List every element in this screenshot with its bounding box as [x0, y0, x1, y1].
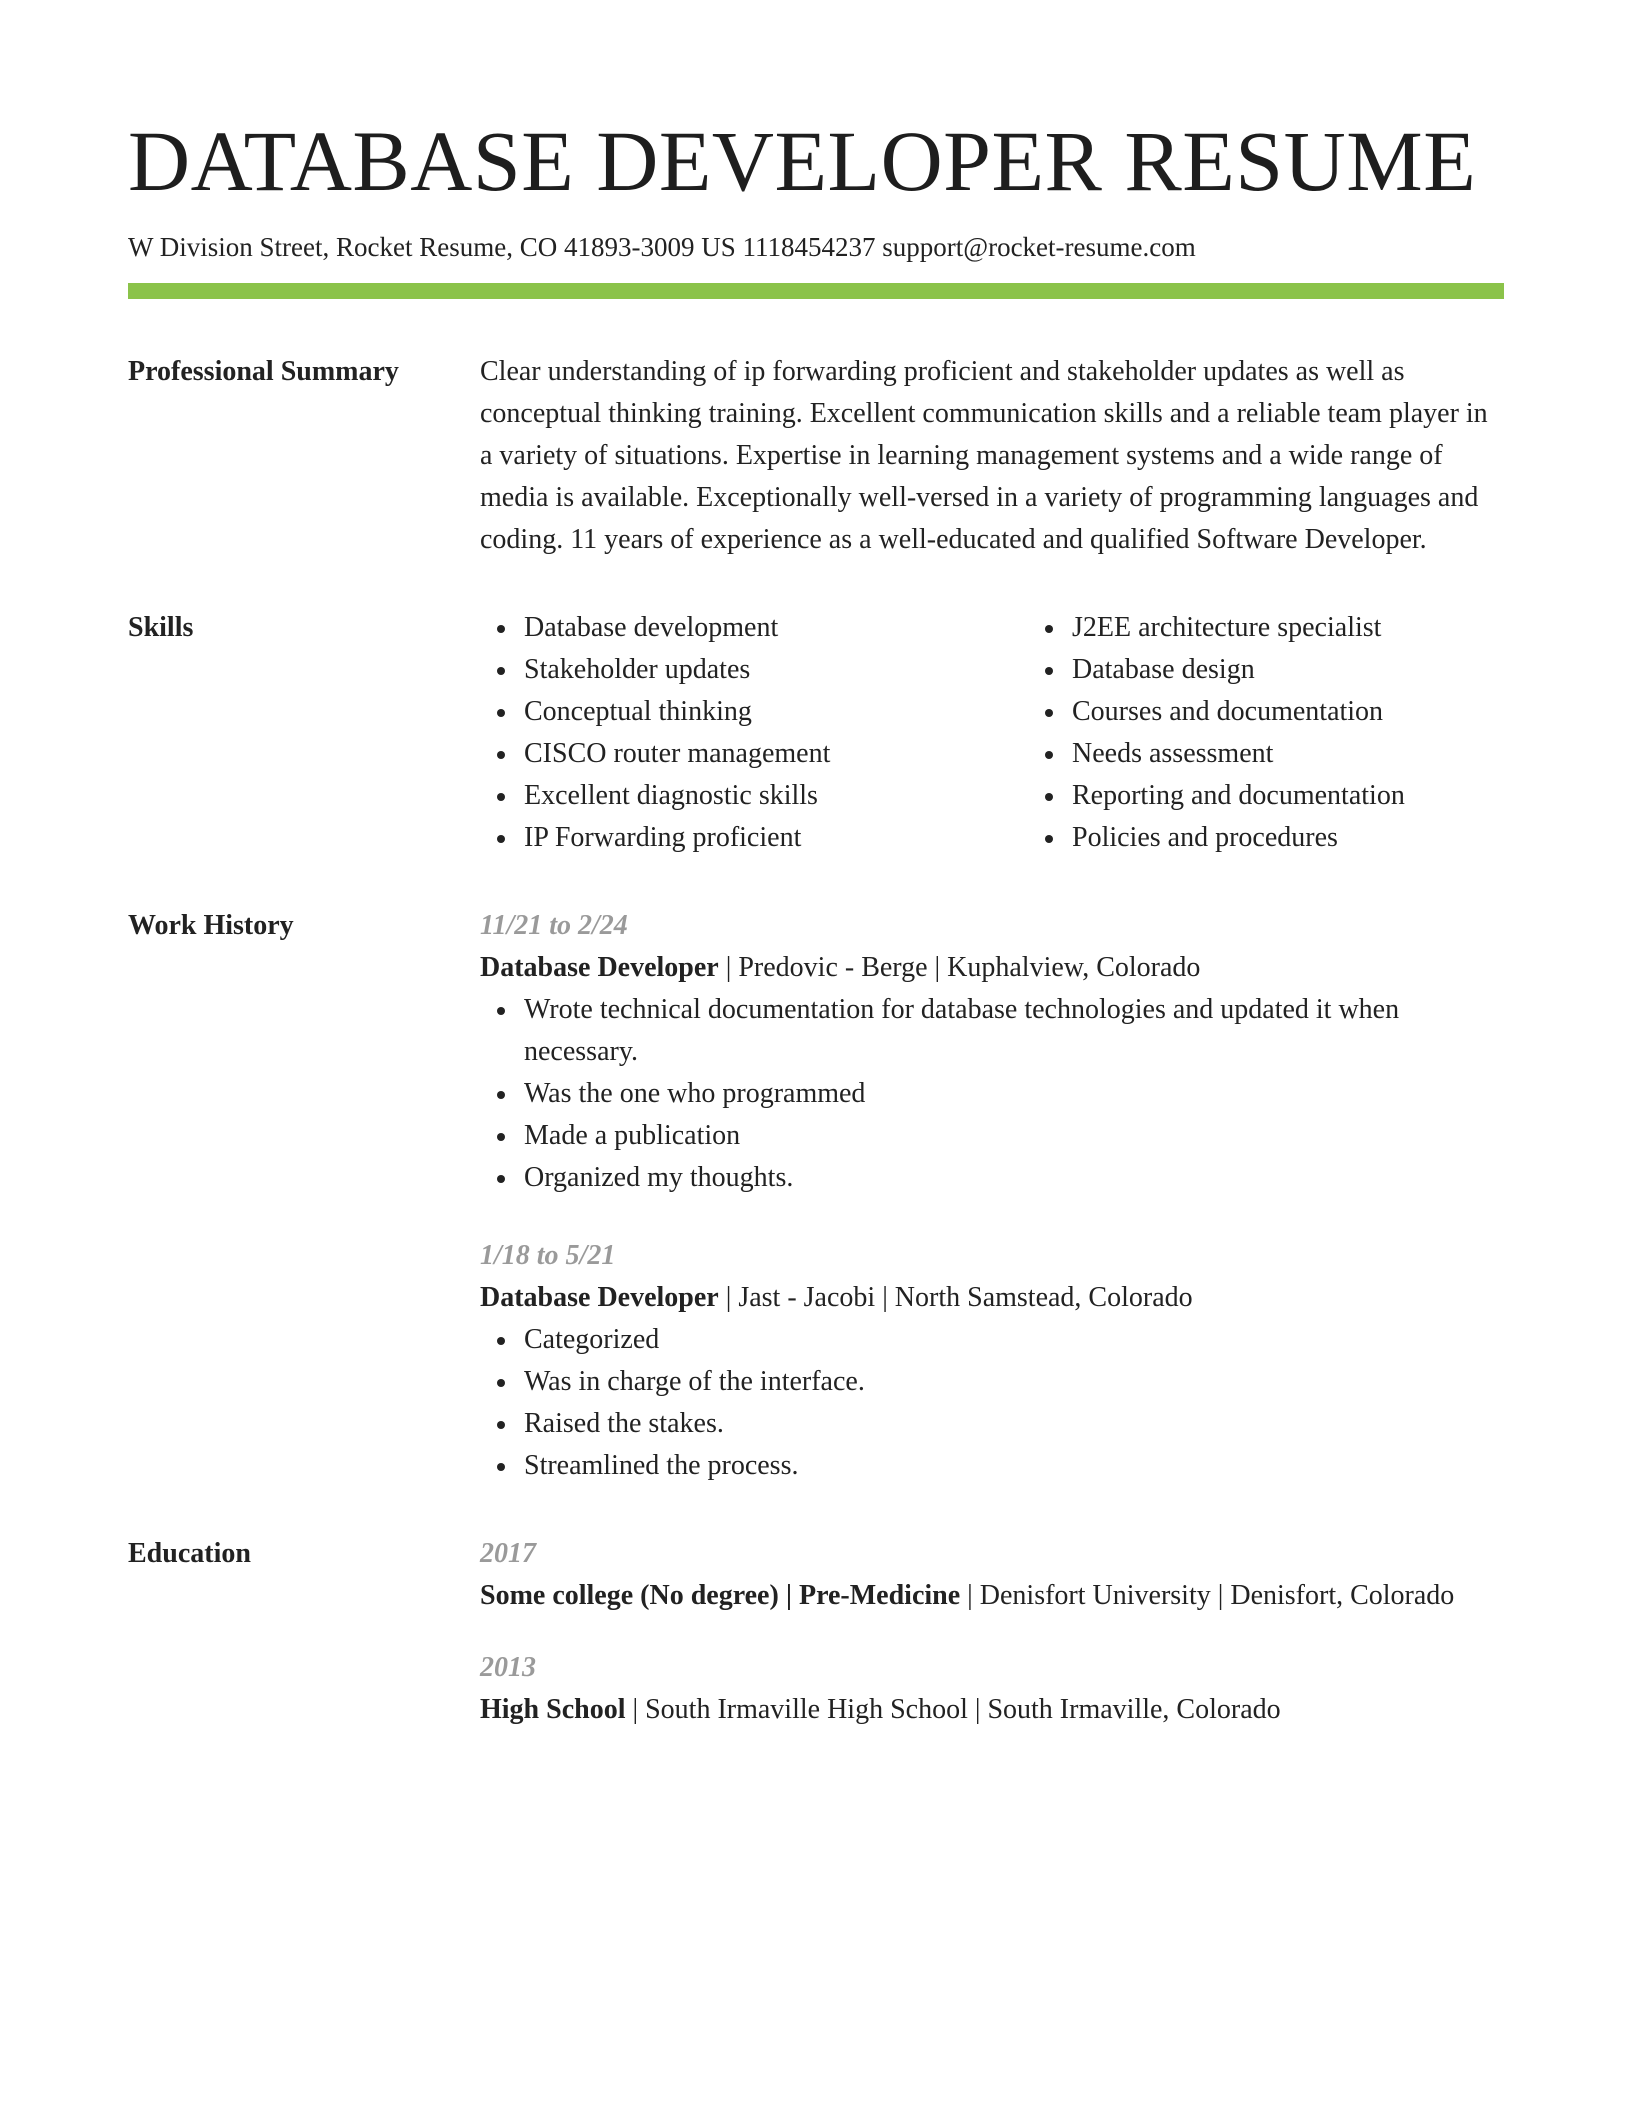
accent-divider [128, 283, 1504, 299]
education-year: 2013 [480, 1652, 536, 1684]
skill-item: J2EE architecture specialist [1072, 607, 1576, 649]
skills-section [128, 607, 1504, 859]
education-heading [480, 1575, 1504, 1617]
skill-item: CISCO router management [524, 733, 1028, 775]
education-section [128, 1533, 1504, 1731]
skill-item: Database development [524, 607, 1028, 649]
education-degree: Some college (No degree) | Pre-Medicine [480, 1580, 961, 1612]
job-bullet: Was the one who programmed [524, 1073, 1504, 1115]
skill-item: Excellent diagnostic skills [524, 775, 1028, 817]
job-heading [480, 1277, 1504, 1319]
job-employer: | Jast - Jacobi | North Samstead, Colorado [718, 1282, 1193, 1314]
work-history-section [128, 905, 1504, 1487]
skill-item: Needs assessment [1072, 733, 1576, 775]
section-label: Professional Summary [128, 356, 399, 388]
job-bullets [480, 989, 1504, 1199]
skills-list-right [1028, 607, 1576, 859]
job-dates: 11/21 to 2/24 [480, 910, 628, 942]
job-bullet: Categorized [524, 1319, 1504, 1361]
education-entry [480, 1647, 1504, 1731]
job-bullet: Made a publication [524, 1115, 1504, 1157]
section-label: Work History [128, 910, 294, 942]
resume-title: DATABASE DEVELOPER RESUME [128, 113, 1477, 209]
summary-section [128, 351, 1504, 561]
education-entry [480, 1533, 1504, 1617]
education-school: | South Irmaville High School | South Irmaville, Colorado [625, 1694, 1281, 1726]
skill-item: Database design [1072, 649, 1576, 691]
section-label: Skills [128, 612, 194, 644]
job-title: Database Developer [480, 952, 719, 984]
job-entry [480, 1235, 1504, 1487]
job-bullet: Organized my thoughts. [524, 1157, 1504, 1199]
contact-line: W Division Street, Rocket Resume, CO 41893-3009 US 1118454237 support@rocket-resume.com [128, 232, 1196, 262]
education-school: | Denisfort University | Denisfort, Colorado [960, 1580, 1455, 1612]
skill-item: Policies and procedures [1072, 817, 1576, 859]
skill-item: IP Forwarding proficient [524, 817, 1028, 859]
job-heading [480, 947, 1504, 989]
job-title: Database Developer [480, 1282, 719, 1314]
summary-text: Clear understanding of ip forwarding proficient and stakeholder updates as well as conceptual thinking training. Excellent communication skills and a reliable team player in a variety of situations. Expertise in learning management systems and a wide range of media is available. Exceptionally well-versed in a variety of programming languages and coding. 11 years of experience as a well-educated and qualified Software Developer. [480, 356, 1488, 556]
skill-item: Courses and documentation [1072, 691, 1576, 733]
education-degree: High School [480, 1694, 626, 1726]
education-year: 2017 [480, 1538, 536, 1570]
job-employer: | Predovic - Berge | Kuphalview, Colorado [718, 952, 1201, 984]
job-bullet: Was in charge of the interface. [524, 1361, 1504, 1403]
skill-item: Stakeholder updates [524, 649, 1028, 691]
job-entry [480, 905, 1504, 1199]
job-bullet: Streamlined the process. [524, 1445, 1504, 1487]
skill-item: Reporting and documentation [1072, 775, 1576, 817]
job-bullets [480, 1319, 1504, 1487]
skill-item: Conceptual thinking [524, 691, 1028, 733]
skills-list-left [480, 607, 1028, 859]
job-bullet: Wrote technical documentation for database technologies and updated it when necessary. [524, 989, 1504, 1073]
job-dates: 1/18 to 5/21 [480, 1240, 616, 1272]
section-label: Education [128, 1538, 251, 1570]
education-heading [480, 1689, 1504, 1731]
job-bullet: Raised the stakes. [524, 1403, 1504, 1445]
